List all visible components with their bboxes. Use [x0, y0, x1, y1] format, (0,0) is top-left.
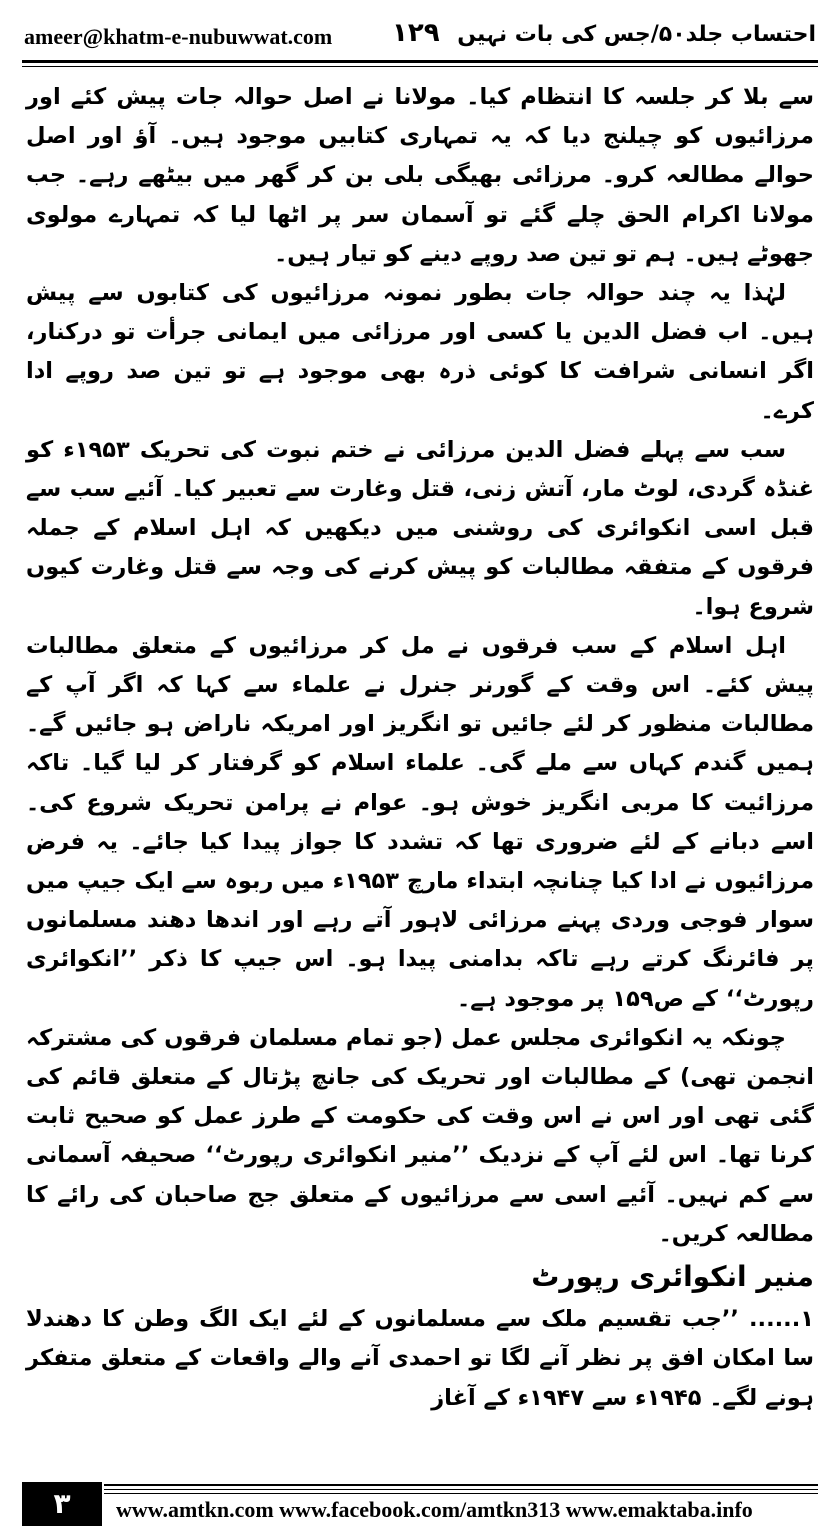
page-header [24, 18, 816, 58]
header-rule [22, 60, 818, 63]
section-heading: منیر انکوائری رپورٹ [531, 1260, 814, 1294]
footer-links: www.amtkn.com www.facebook.com/amtkn313 www.emaktaba.info [116, 1497, 753, 1522]
header-rule-thin [22, 66, 818, 67]
paragraph-2: لہٰذا یہ چند حوالہ جات بطور نمونہ مرزائیوں کی کتابوں سے پیش ہیں۔ اب فضل الدین یا کسی اور مرزائی میں ایمانی جرأت تو درکنار، اگر انسانی شرافت کا کوئی ذرہ بھی موجود ہے تو تین صد روپے ادا کرے۔ [26, 280, 814, 424]
running-title: احتساب جلد۵۰/جس کی بات نہیں [457, 22, 816, 47]
footer-page-marker: ۳ [22, 1482, 102, 1526]
footer-rule-2 [104, 1489, 818, 1490]
header-email: ameer@khatm-e-nubuwwat.com [24, 24, 333, 49]
paragraph-1: سے بلا کر جلسہ کا انتظام کیا۔ مولانا نے اصل حوالہ جات پیش کئے اور مرزائیوں کو چیلنج دیا کہ یہ تمہاری کتابیں موجود ہیں۔ آؤ اور اصل حوالے مطالعہ کرو۔ مرزائی بھیگی بلی بن کر گھر میں بیٹھے رہے۔ جب مولانا اکرام الحق چلے گئے تو آسمان سر پر اٹھا لیا کہ تمہارے مولوی جھوٹے ہیں۔ ہم تو تین صد روپے دینے کو تیار ہیں۔ [26, 84, 814, 267]
paragraph-5: چونکہ یہ انکوائری مجلس عمل (جو تمام مسلمان فرقوں کی مشترکہ انجمن تھی) کے مطالبات اور تحریک کی جانچ پڑتال کے متعلق قائم کی گئی تھی اور اس نے اس وقت کی حکومت کے طرز عمل کو صحیح ثابت کرنا تھا۔ اس لئے آپ کے نزدیک ’’منیر انکوائری رپورٹ‘‘ صحیفہ آسمانی سے کم نہیں۔ آئیے اسی سے مرزائیوں کے متعلق جج صاحبان کی رائے کا مطالعہ کریں۔ [26, 1024, 814, 1247]
footer-rule-3 [104, 1493, 818, 1494]
page-body [26, 78, 814, 1418]
paragraph-6: ۱...... ’’جب تقسیم ملک سے مسلمانوں کے لئے ایک الگ وطن کا دھندلا سا امکان افق پر نظر آنے لگا تو احمدی آنے والے واقعات کے متعلق متفکر ہونے لگے۔ ۱۹۴۵ء سے ۱۹۴۷ء کے آغاز [26, 1306, 814, 1411]
footer-rule [104, 1484, 818, 1486]
page-number: ۱۲۹ [392, 18, 440, 48]
paragraph-4: اہل اسلام کے سب فرقوں نے مل کر مرزائیوں کے متعلق مطالبات پیش کئے۔ اس وقت کے گورنر جنرل نے علماء سے کہا کہ اگر آپ کے مطالبات منظور کر لئے جائیں تو انگریز اور امریکہ ناراض ہو جائیں گے۔ ہمیں گندم کہاں سے ملے گی۔ علماء اسلام کو گرفتار کر لیا گیا۔ تاکہ مرزائیت کا مربی انگریز خوش ہو۔ عوام نے پرامن تحریک شروع کی۔ اسے دبانے کے لئے ضروری تھا کہ تشدد کا جواز پیدا کیا جائے۔ یہ فرض مرزائیوں نے ادا کیا چنانچہ ابتداء مارچ ۱۹۵۳ء میں ربوہ سے ایک جیپ میں سوار فوجی وردی پہنے مرزائی لاہور آتے رہے اور اندھا دھند مسلمانوں پر فائرنگ کرتے رہے تاکہ بدامنی پیدا ہو۔ اس جیپ کا ذکر ’’انکوائری رپورٹ‘‘ کے ص۱۵۹ پر موجود ہے۔ [26, 632, 814, 1012]
paragraph-3: سب سے پہلے فضل الدین مرزائی نے ختم نبوت کی تحریک ۱۹۵۳ء کو غنڈہ گردی، لوٹ مار، آتش زنی، قتل وغارت سے تعبیر کیا۔ آئیے سب سے قبل اسی انکوائری کی روشنی میں دیکھیں کہ اہل اسلام کے جملہ فرقوں کے متفقہ مطالبات کو پیش کرنے کی وجہ سے قتل وغارت کیوں شروع ہوا۔ [26, 436, 814, 620]
